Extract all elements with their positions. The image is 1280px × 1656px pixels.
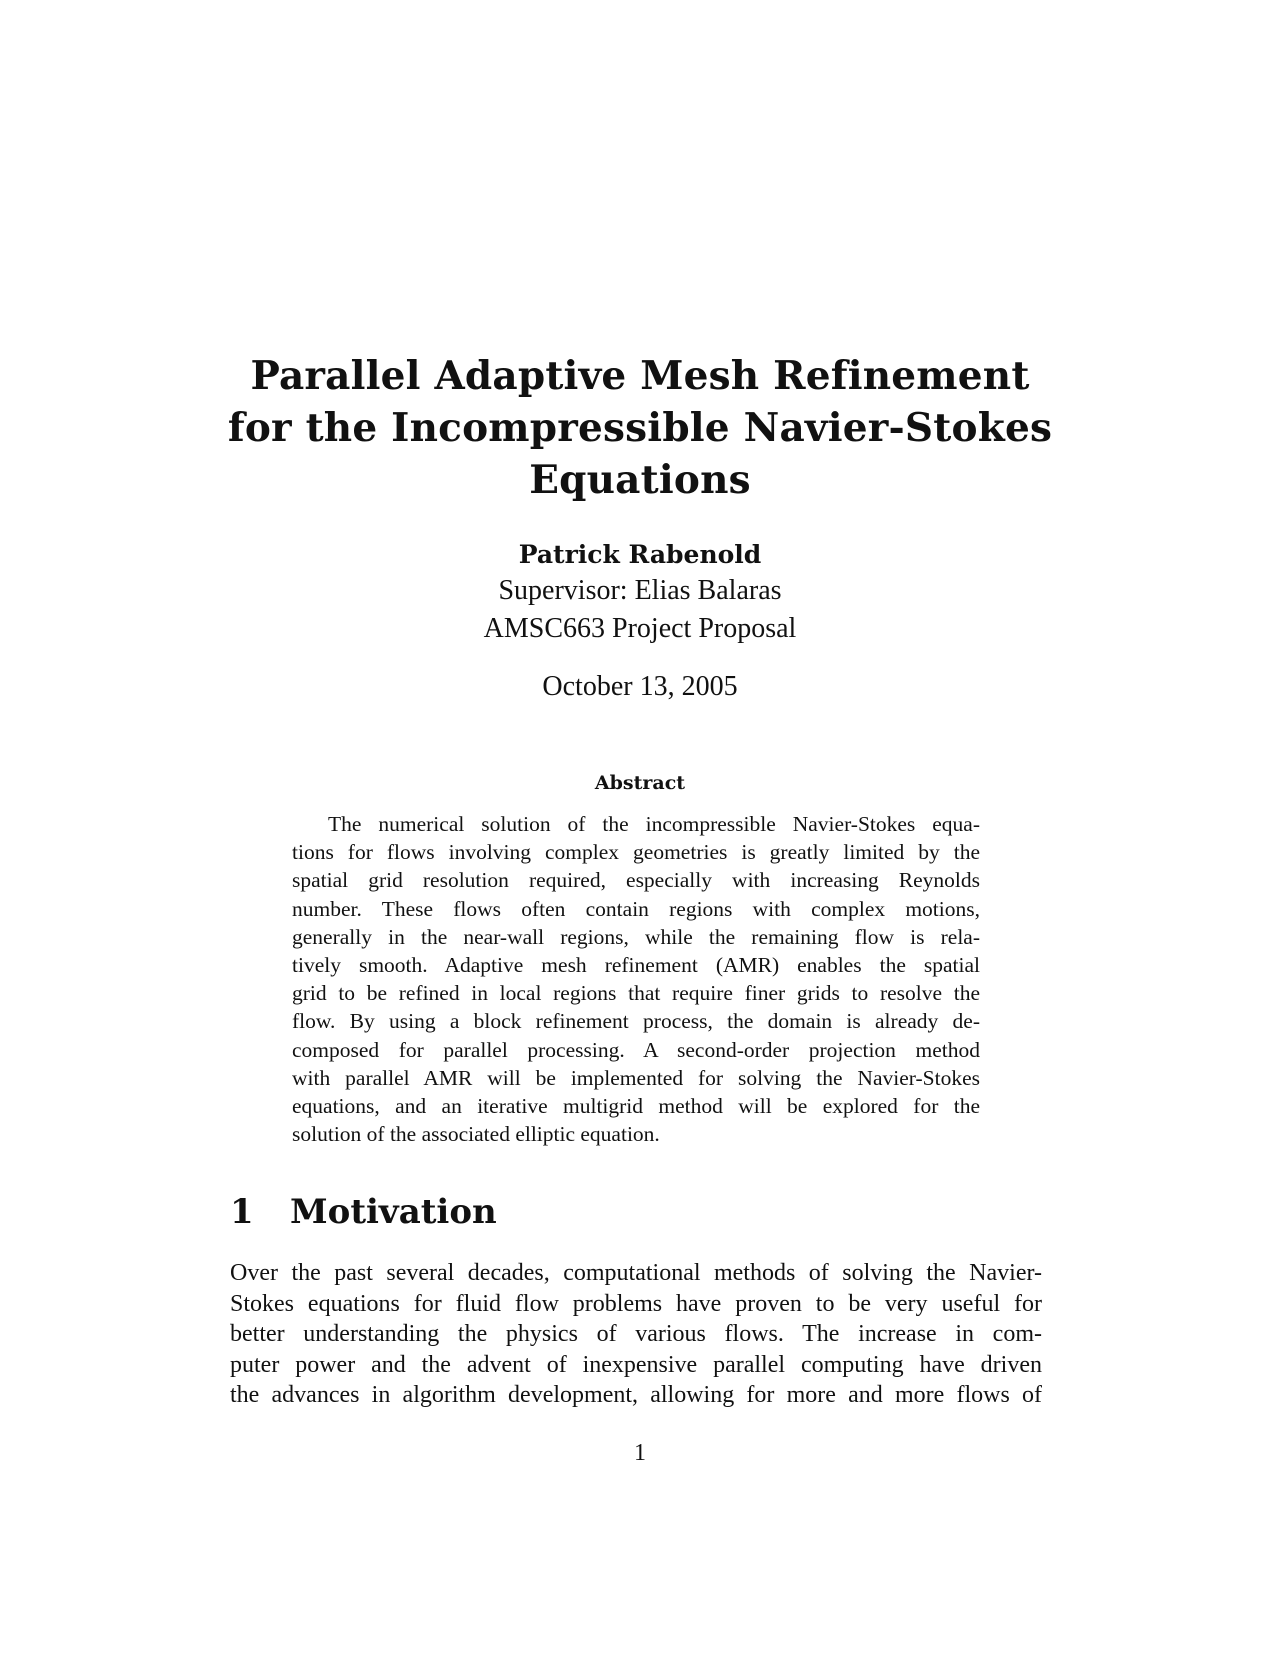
abstract-heading: Abstract: [594, 772, 686, 794]
abstract-line: tions for flows involving complex geometries is greatly limited by the: [292, 840, 980, 865]
project-line: AMSC663 Project Proposal: [483, 613, 797, 644]
date-line: October 13, 2005: [542, 671, 738, 702]
abstract-line: composed for parallel processing. A second-order projection method: [292, 1037, 980, 1062]
abstract-line: tively smooth. Adaptive mesh refinement (AMR) enables the spatial: [292, 953, 980, 978]
section-heading-motivation: [230, 1190, 497, 1234]
abstract-line: equations, and an iterative multigrid method will be explored for the: [292, 1094, 980, 1119]
body-line: Stokes equations for fluid flow problems have proven to be very useful for: [230, 1290, 1042, 1317]
abstract-line: flow. By using a block refinement process, the domain is already de-: [292, 1009, 980, 1034]
author-name: Patrick Rabenold: [518, 540, 762, 569]
title-line-3: Equations: [529, 457, 751, 503]
title-line-1: Parallel Adaptive Mesh Refinement: [250, 353, 1030, 399]
body-line: better understanding the physics of various flows. The increase in com-: [230, 1321, 1042, 1347]
title-line-2: for the Incompressible Navier-Stokes: [227, 405, 1053, 451]
page-number: 1: [634, 1440, 646, 1466]
abstract-line: solution of the associated elliptic equation.: [292, 1122, 660, 1147]
abstract-body: [292, 810, 980, 1148]
abstract-line: number. These flows often contain regions with complex motions,: [292, 896, 980, 921]
body-line: the advances in algorithm development, allowing for more and more flows of: [230, 1382, 1042, 1408]
section-number: 1: [230, 1192, 254, 1232]
abstract-line: The numerical solution of the incompressible Navier-Stokes equa-: [328, 812, 980, 836]
body-line: puter power and the advent of inexpensive parallel computing have driven: [230, 1351, 1042, 1378]
abstract-line: spatial grid resolution required, especially with increasing Reynolds: [292, 868, 980, 893]
section-body: [230, 1258, 1042, 1411]
paper-title: [200, 350, 1080, 506]
body-line: Over the past several decades, computational methods of solving the Navier-: [230, 1260, 1042, 1286]
section-title: Motivation: [290, 1192, 497, 1232]
abstract-line: with parallel AMR will be implemented for solving the Navier-Stokes: [292, 1065, 980, 1090]
abstract-line: grid to be refined in local regions that require finer grids to resolve the: [292, 981, 980, 1006]
abstract-line: generally in the near-wall regions, while the remaining flow is rela-: [292, 924, 980, 949]
supervisor-line: Supervisor: Elias Balaras: [498, 575, 782, 606]
